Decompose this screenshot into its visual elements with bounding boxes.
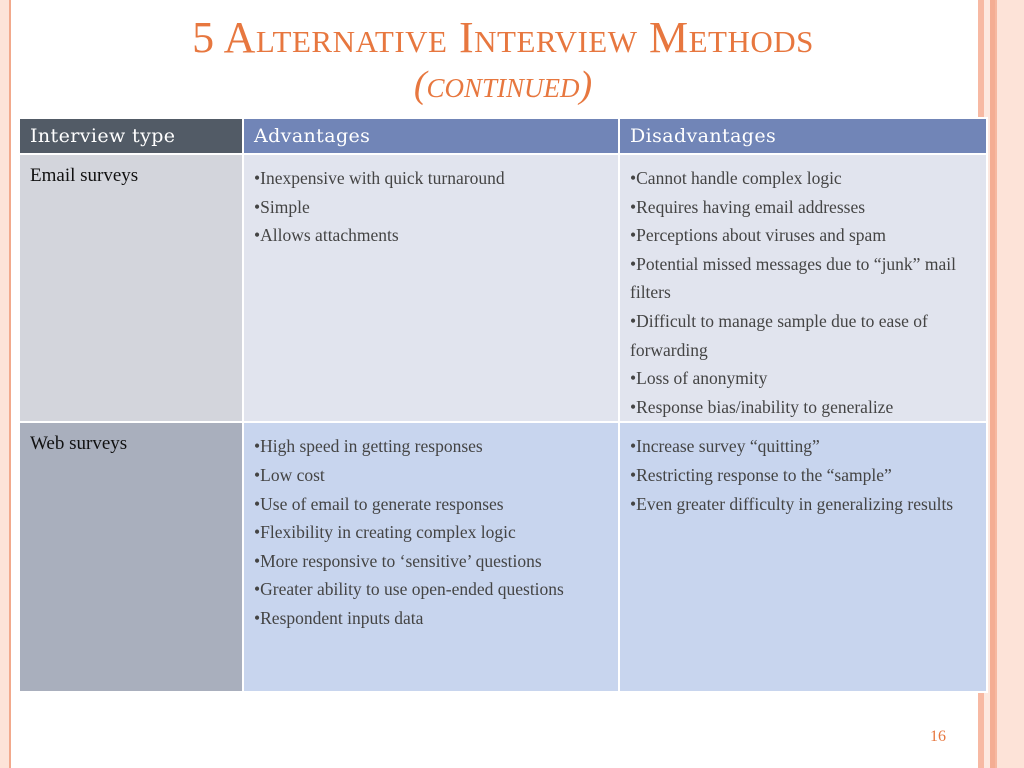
header-interview-type: Interview type (19, 118, 243, 154)
comparison-table (18, 117, 988, 693)
list-item: •Cannot handle complex logic (630, 168, 842, 188)
right-decorative-stripe (995, 0, 1024, 768)
list-item: •Response bias/inability to generalize (630, 396, 894, 417)
disadvantages-cell (619, 422, 987, 692)
header-disadvantages: Disadvantages (619, 118, 987, 154)
list-item: •Restricting response to the “sample” (630, 464, 892, 485)
slide-subtitle: (continued) (413, 64, 593, 106)
list-item: •High speed in getting responses (254, 436, 483, 457)
list-item: •Potential missed messages due to “junk” mail filters (630, 253, 956, 303)
advantages-cell (243, 154, 619, 422)
list-item: •Difficult to manage sample due to ease of forwarding (630, 310, 928, 360)
list-item: •Flexibility in creating complex logic (254, 522, 516, 543)
list-item: •Low cost (254, 464, 325, 485)
table-row-email-surveys (19, 154, 987, 422)
interview-type-cell: Email surveys (19, 154, 243, 422)
interview-type-cell: Web surveys (19, 422, 243, 692)
page-number: 16 (930, 728, 946, 745)
disadvantages-cell (619, 154, 987, 422)
advantages-cell (243, 422, 619, 692)
list-item: •Simple (254, 196, 310, 217)
list-item: •Greater ability to use open-ended questions (254, 579, 564, 600)
list-item: •Allows attachments (254, 225, 399, 246)
list-item: •Respondent inputs data (254, 607, 424, 628)
header-advantages: Advantages (243, 118, 619, 154)
table-row-web-surveys (19, 422, 987, 692)
table-header-row (19, 118, 987, 154)
list-item: •Inexpensive with quick turnaround (254, 168, 505, 188)
list-item: •Use of email to generate responses (254, 493, 504, 514)
list-item: •Loss of anonymity (630, 368, 768, 389)
list-item: •Requires having email addresses (630, 196, 866, 217)
list-item: •Increase survey “quitting” (630, 436, 820, 457)
slide-title: 5 Alternative Interview Methods (192, 13, 814, 62)
left-decorative-stripe (0, 0, 11, 768)
list-item: •Even greater difficulty in generalizing results (630, 493, 954, 514)
list-item: •More responsive to ‘sensitive’ questions (254, 550, 542, 571)
list-item: •Perceptions about viruses and spam (630, 225, 886, 246)
